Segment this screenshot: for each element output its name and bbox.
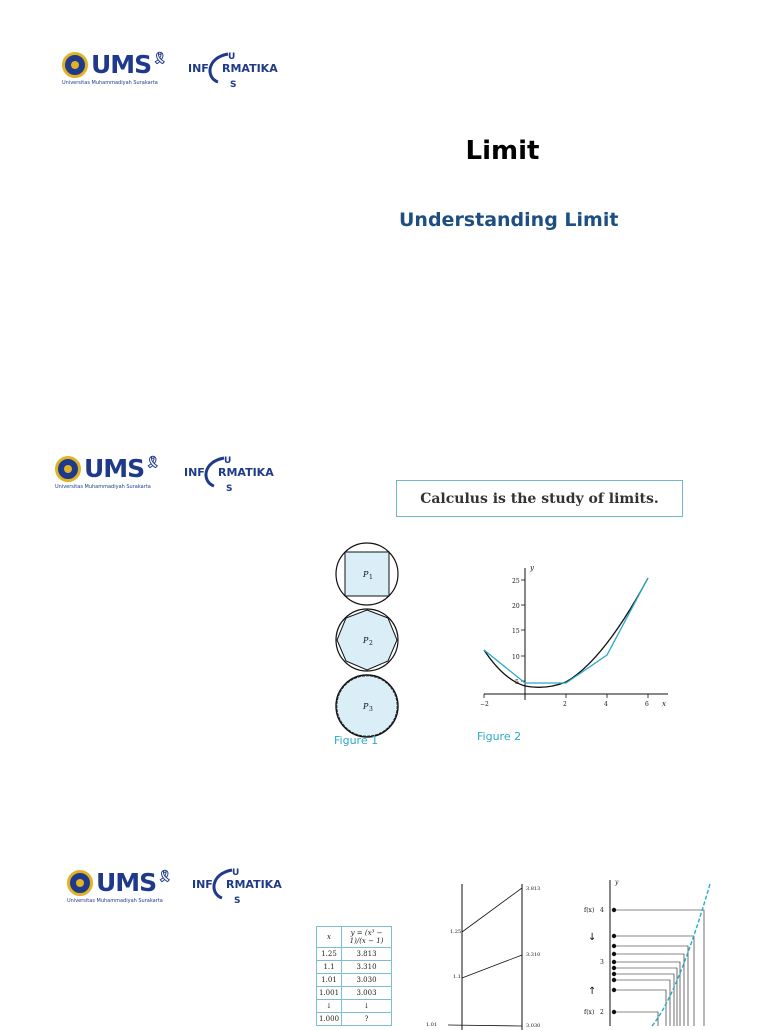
number-line-mapping [418,880,553,1030]
ums-logo-text: UMS [91,50,152,79]
ribbon-icon: 🎗 [152,51,168,65]
figure2-parabola-approximation [474,560,674,725]
informatika-logo-icon [188,48,280,90]
ums-logo-subtext: Universitas Muhammadiyah Surakarta [67,898,163,904]
y-tick-5: 5 [515,679,519,686]
fx-label-bottom: f(x) [584,1009,595,1016]
ums-logo [67,868,173,904]
calculus-statement-text: Calculus is the study of limits. [420,490,659,507]
y-tick-25: 25 [512,578,520,585]
graph3-y-tick-3: 3 [600,959,604,966]
graph3-arrow-down-icon: ↓ [588,932,597,943]
p1-subscript: 1 [369,574,373,581]
informatika-logo-icon [192,864,284,906]
x-tick-4: 4 [604,701,608,708]
left-label-1.25: 1.25 [450,929,462,935]
slide-limit-example [0,840,768,1029]
svg-text:RMATIKA: RMATIKA [222,62,278,75]
svg-text:U: U [224,456,232,466]
graph3-y-tick-2: 2 [600,1009,604,1016]
table-header-y: y = (x³ − 1)/(x − 1) [342,927,392,948]
p1-label: P [363,570,369,579]
graph3-y-tick-4: 4 [600,907,604,914]
informatika-logo [188,48,280,90]
p3-subscript: 3 [369,706,373,713]
ums-seal-icon [62,52,88,78]
informatika-logo [192,864,284,906]
arrow-1.1 [462,955,522,978]
svg-text:S: S [226,484,233,494]
table-row: ↓ ↓ [317,1000,392,1013]
slide-subtitle-text: Understanding Limit [399,209,619,231]
p2-label: P [363,636,369,645]
figure2-label: Figure 2 [477,730,522,743]
y-tick-15: 15 [512,628,520,635]
table-row: 1.1 3.310 [317,961,392,974]
p3-label: P [363,702,369,711]
slide-title-text: Limit [465,136,540,166]
arrow-1.25 [462,888,522,932]
table-row: 1.000 ? [317,1013,392,1026]
figure2-x-label: x [662,700,666,708]
figure2-polygon-approx [484,578,648,683]
figure2-y-label: y [530,564,534,572]
figure2-parabola [484,578,648,687]
svg-text:RMATIKA: RMATIKA [226,878,282,891]
ums-logo-subtext: Universitas Muhammadiyah Surakarta [55,484,151,490]
svg-text:INF: INF [188,62,209,75]
graph3-guides [614,910,704,1026]
table-row: 1.25 3.813 [317,948,392,961]
graph3-points [612,908,616,1014]
slide-calculus-intro [0,420,768,820]
svg-text:INF: INF [192,878,213,891]
ums-seal-icon [55,456,81,482]
figure1-inscribed-polygons [330,548,406,746]
informatika-logo-icon [184,452,276,494]
right-label-3.310: 3.310 [526,952,541,958]
svg-text:RMATIKA: RMATIKA [218,466,274,479]
svg-text:U: U [232,868,240,878]
arrow-1.01 [448,1025,522,1026]
table-header-x: x [317,927,342,948]
y-tick-20: 20 [512,603,520,610]
right-label-3.030: 3.030 [526,1023,541,1029]
ribbon-icon: 🎗 [145,455,161,469]
informatika-logo [184,452,276,494]
right-label-3.813: 3.813 [526,886,541,892]
svg-text:S: S [230,80,237,90]
circle-p2 [336,609,398,671]
x-tick-2: 2 [563,701,567,708]
ums-logo-text: UMS [84,454,145,483]
x-tick-6: 6 [645,701,649,708]
x-tick-neg2: −2 [480,701,489,708]
svg-text:U: U [228,52,236,62]
left-label-1.01: 1.01 [426,1022,438,1028]
y-tick-10: 10 [512,654,520,661]
figure1-label: Figure 1 [334,734,379,747]
ums-logo-text: UMS [96,868,157,897]
graph3-y-label: y [615,879,619,886]
ums-logo-subtext: Universitas Muhammadiyah Surakarta [62,80,158,86]
svg-text:INF: INF [184,466,205,479]
svg-text:S: S [234,896,241,906]
table-row: 1.01 3.030 [317,974,392,987]
graph3-function-curve [652,884,710,1026]
limit-values-table [316,926,392,1026]
ums-seal-icon [67,870,93,896]
table-row: 1.001 3.003 [317,987,392,1000]
fx-label-top: f(x) [584,907,595,914]
function-graph-zoom [578,876,713,1026]
left-label-1.1: 1.1 [453,974,461,980]
circle-p1 [336,543,398,605]
slide-title [0,0,768,420]
ums-logo [62,50,168,86]
graph3-arrow-up-icon: ↑ [588,986,597,997]
p2-subscript: 2 [369,640,373,647]
ribbon-icon: 🎗 [157,869,173,883]
circle-p3 [336,675,398,737]
calculus-statement-box [396,480,683,517]
ums-logo [55,454,161,490]
